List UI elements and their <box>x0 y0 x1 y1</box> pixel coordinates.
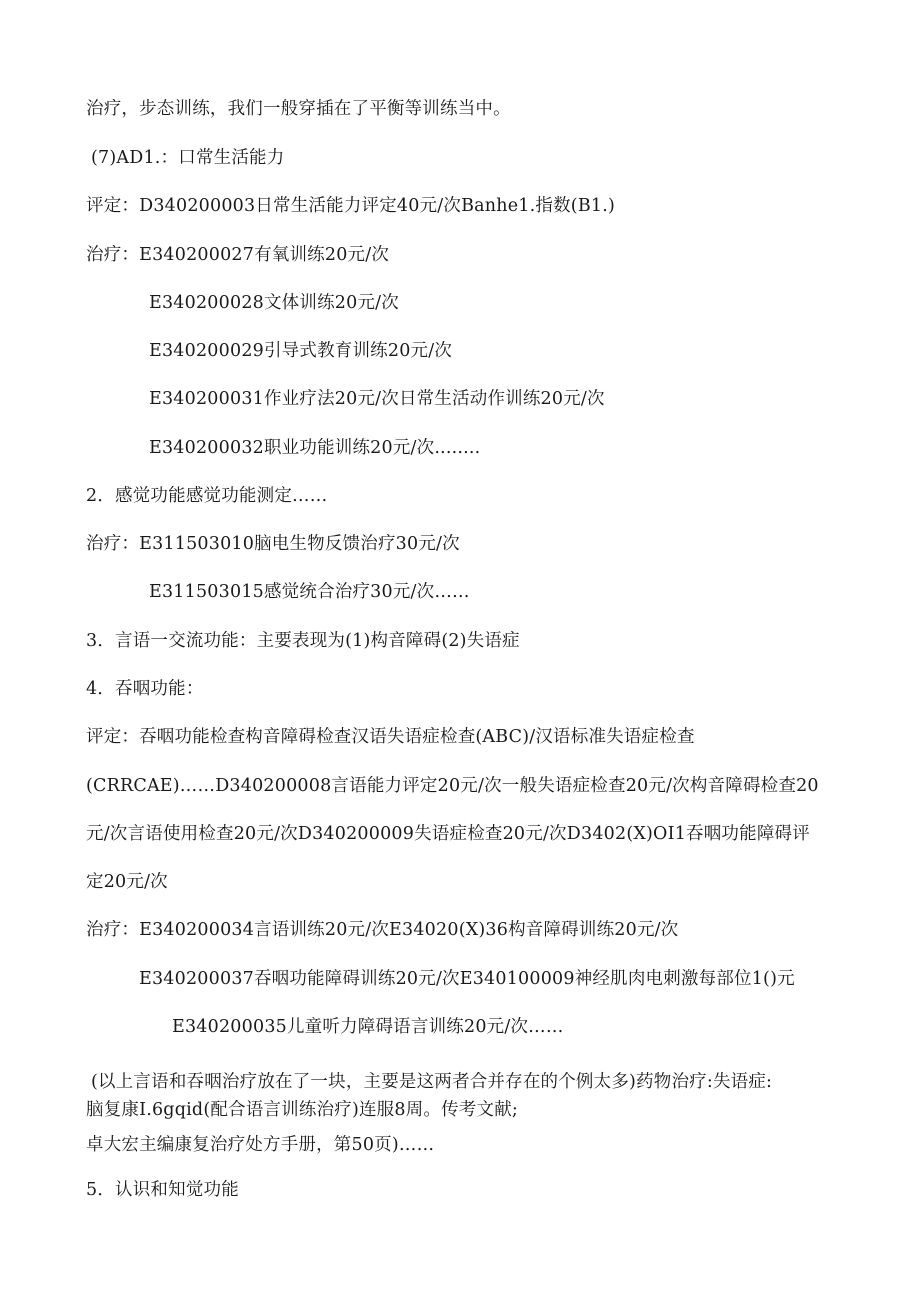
text-line: E340200035儿童听力障碍语言训练20元/次…… <box>172 1017 564 1037</box>
text-line: E340200029引导式教育训练20元/次 <box>149 341 453 361</box>
section-heading: 5．认识和知觉功能 <box>86 1180 239 1200</box>
text-line: 元/次言语使用检查20元/次D340200009失语症检查20元/次D3402(X)OI1吞咽功能障碍评 <box>86 824 810 844</box>
text-line: 治疗，步态训练，我们一般穿插在了平衡等训练当中。 <box>86 99 511 119</box>
text-line: E340200028文体训练20元/次 <box>149 293 399 313</box>
text-line: (CRRCAE)……D340200008言语能力评定20元/次一般失语症检查20元/次构音障碍检查20 <box>86 776 819 796</box>
text-line: E340200037吞咽功能障碍训练20元/次E340100009神经肌肉电刺激每部位1()元 <box>139 969 795 989</box>
text-line: 治疗：E340200027有氧训练20元/次 <box>86 245 390 265</box>
text-line: 卓大宏主编康复治疗处方手册，第50页)…… <box>86 1135 435 1155</box>
text-line: 脑复康I.6gqid(配合语言训练治疗)连服8周。传考文献; <box>86 1100 518 1120</box>
section-heading: 3．言语一交流功能：主要表现为(1)构音障碍(2)失语症 <box>86 631 520 651</box>
text-line: 治疗：E340200034言语训练20元/次E34020(X)36构音障碍训练20元/次 <box>86 920 679 940</box>
text-line: E311503015感觉统合治疗30元/次…… <box>149 582 470 602</box>
section-heading: 4．吞咽功能： <box>86 679 204 699</box>
text-line: 治疗：E311503010脑电生物反馈治疗30元/次 <box>86 534 460 554</box>
text-line: E340200032职业功能训练20元/次........ <box>149 438 481 458</box>
text-line: 评定：吞咽功能检查构音障碍检查汉语失语症检查(ABC)/汉语标准失语症检查 <box>86 727 695 747</box>
section-heading: (7)AD1.：口常生活能力 <box>91 148 285 168</box>
text-line: 定20元/次 <box>86 872 168 892</box>
text-line: (以上言语和吞咽治疗放在了一块，主要是这两者合并存在的个例太多)药物治疗:失语症: <box>91 1072 773 1092</box>
text-line: 评定：D340200003日常生活能力评定40元/次Banhe1.指数(B1.) <box>86 196 615 216</box>
text-line: E340200031作业疗法20元/次日常生活动作训练20元/次 <box>149 389 605 409</box>
section-heading: 2．感觉功能感觉功能测定…… <box>86 486 328 506</box>
